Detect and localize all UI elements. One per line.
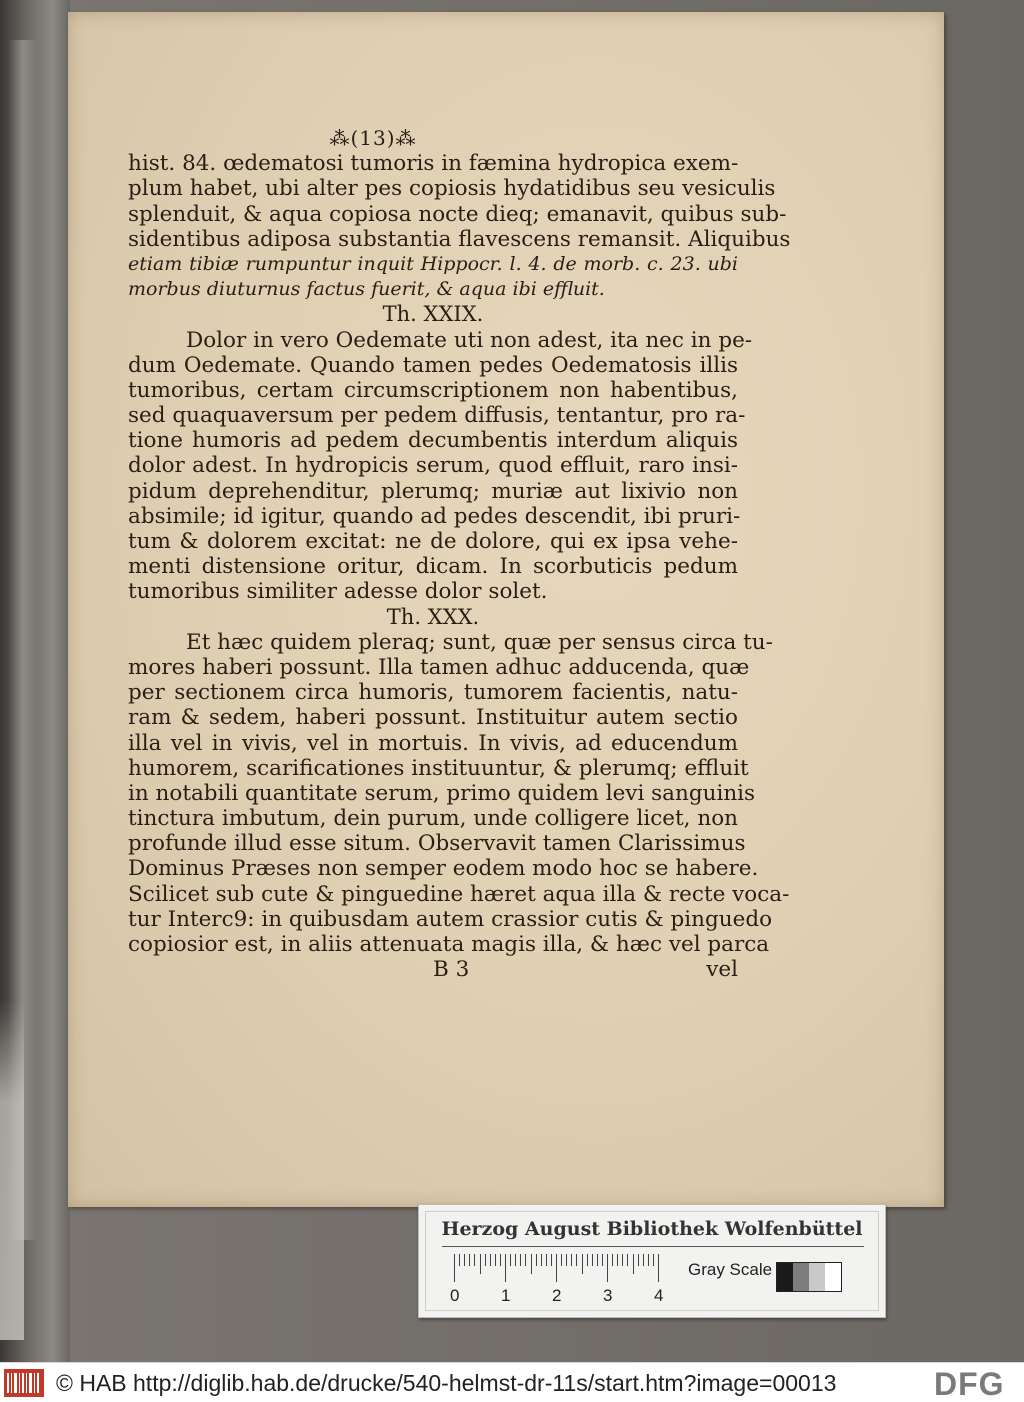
- ruler-tick: [485, 1254, 486, 1266]
- text-line: ram & sedem, haberi possunt. Instituitur autem sectio: [128, 705, 738, 731]
- ruler-tick: [627, 1254, 628, 1266]
- ruler-tick: [617, 1254, 618, 1266]
- text-line: profunde illud esse situm. Observavit tamen Clarissimus: [128, 831, 746, 857]
- signature-mark: B 3: [433, 957, 470, 983]
- catchword: vel: [706, 957, 738, 983]
- text-line: humorem, scarificationes instituuntur, & plerumq; effluit: [128, 755, 749, 781]
- text-line: in notabili quantitate serum, primo quidem levi sanguinis: [128, 780, 756, 806]
- color-calibration-card: [418, 1204, 886, 1318]
- ruler-tick: [536, 1254, 537, 1266]
- dfg-logo: DFG: [934, 1366, 1005, 1402]
- ruler-tick: [551, 1254, 552, 1266]
- text-line: sed quaquaversum per pedem diffusis, tentantur, pro ra-: [128, 403, 746, 429]
- text-line: tumoribus, certam circumscriptionem non habentibus,: [128, 377, 738, 403]
- ruler-tick: [638, 1254, 639, 1266]
- ruler-tick: [480, 1254, 481, 1274]
- ruler-tick: [576, 1254, 577, 1266]
- ruler-tick: [531, 1254, 532, 1274]
- ruler-tick: [566, 1254, 567, 1266]
- ruler-tick: [556, 1254, 557, 1282]
- ruler-tick: [525, 1254, 526, 1266]
- text-line: tinctura imbutum, dein purum, unde colligere licet, non: [128, 806, 738, 832]
- page-text: [128, 126, 791, 983]
- text-line: splenduit, & aqua copiosa nocte dieq; emanavit, quibus sub-: [128, 201, 787, 227]
- text-line: Dominus Præses non semper eodem modo hoc se habere.: [128, 856, 759, 882]
- text-line: etiam tibiæ rumpuntur inquit Hippocr. l. 4. de morb. c. 23. ubi: [128, 252, 738, 275]
- card-divider: [442, 1246, 864, 1247]
- ruler-tick: [582, 1254, 583, 1274]
- ruler-tick: [648, 1254, 649, 1266]
- ruler-number: 0: [450, 1286, 460, 1305]
- text-line: morbus diuturnus factus fuerit, & aqua ibi effluit.: [128, 278, 605, 301]
- ruler-tick: [643, 1254, 644, 1266]
- text-line: dum Oedemate. Quando tamen pedes Oedematosis illis: [128, 352, 738, 378]
- barcode-icon: [4, 1369, 44, 1397]
- ruler-tick: [454, 1254, 455, 1282]
- ruler-tick: [541, 1254, 542, 1266]
- ruler-tick: [490, 1254, 491, 1266]
- footer-bar: [0, 1362, 1024, 1402]
- ruler-tick: [520, 1254, 521, 1266]
- ruler-number: 2: [552, 1286, 562, 1305]
- ruler-tick: [515, 1254, 516, 1266]
- gray-scale-label: Gray Scale: [688, 1260, 773, 1279]
- text-line: absimile; id igitur, quando ad pedes descendit, ibi pruri-: [128, 503, 741, 529]
- ruler-tick: [561, 1254, 562, 1266]
- text-line: menti distensione oritur, dicam. In scorbuticis pedum: [128, 554, 738, 580]
- text-line: plum habet, ubi alter pes copiosis hydatidibus seu vesiculis: [128, 176, 776, 202]
- ruler-number: 1: [501, 1286, 511, 1305]
- ruler-tick: [587, 1254, 588, 1266]
- text-line: tumoribus similiter adesse dolor solet.: [128, 579, 548, 605]
- text-line: per sectionem circa humoris, tumorem facientis, natu-: [128, 680, 738, 706]
- ruler-tick: [505, 1254, 506, 1282]
- running-head: ⁂(13)⁂: [329, 126, 417, 150]
- text-line: mores haberi possunt. Illa tamen adhuc adducenda, quæ: [128, 654, 750, 680]
- ruler-tick: [495, 1254, 496, 1266]
- ruler-tick: [546, 1254, 547, 1266]
- ruler-tick: [633, 1254, 634, 1274]
- ruler-tick: [474, 1254, 475, 1266]
- ruler-tick: [510, 1254, 511, 1266]
- paragraph-block-c: [128, 629, 790, 958]
- card-frame: [425, 1211, 879, 1311]
- text-line: sidentibus adiposa substantia flavescens remansit. Aliquibus: [128, 226, 791, 252]
- page-footer-line: [128, 957, 738, 982]
- text-line: hist. 84. œdematosi tumoris in fæmina hydropica exem-: [128, 151, 739, 177]
- spine-pale-edge: [0, 1000, 24, 1340]
- ruler-tick: [459, 1254, 460, 1266]
- ruler-tick: [602, 1254, 603, 1266]
- paragraph-block-a: [128, 151, 791, 302]
- ruler-tick: [469, 1254, 470, 1266]
- gray-scale-swatch: [776, 1262, 842, 1292]
- gray-swatch-step: [777, 1263, 793, 1291]
- text-line: illa vel in vivis, vel in mortuis. In vivis, ad educendum: [128, 730, 738, 756]
- gray-swatch-step: [825, 1263, 841, 1291]
- ruler-tick: [653, 1254, 654, 1266]
- ruler-tick: [464, 1254, 465, 1266]
- ruler-tick: [612, 1254, 613, 1266]
- text-line: Dolor in vero Oedemate uti non adest, ita nec in pe-: [186, 327, 753, 353]
- ruler-tick: [592, 1254, 593, 1266]
- text-line: Et hæc quidem pleraq; sunt, quæ per sensus circa tu-: [186, 629, 773, 655]
- text-line: dolor adest. In hydropicis serum, quod effluit, raro insi-: [128, 453, 738, 479]
- text-line: tione humoris ad pedem decumbentis interdum aliquis: [128, 428, 738, 454]
- text-line: tur Interc9: in quibusdam autem crassior cutis & pinguedo: [128, 906, 773, 932]
- gray-swatch-step: [809, 1263, 825, 1291]
- text-line: copiosior est, in aliis attenuata magis illa, & hæc vel parca: [128, 932, 770, 958]
- text-line: pidum deprehenditur, plerumq; muriæ aut lixivio non: [128, 478, 738, 504]
- ruler-tick: [571, 1254, 572, 1266]
- ruler-tick: [622, 1254, 623, 1266]
- card-title: Herzog August Bibliothek Wolfenbüttel: [441, 1218, 863, 1240]
- footer-source-url[interactable]: © HAB http://diglib.hab.de/drucke/540-helmst-dr-11s/start.htm?image=00013: [56, 1370, 837, 1396]
- ruler-tick: [658, 1254, 659, 1282]
- section-heading-xxix: Th. XXIX.: [382, 302, 484, 327]
- gray-swatch-step: [793, 1263, 809, 1291]
- paragraph-block-b: [128, 327, 753, 605]
- ruler-tick: [500, 1254, 501, 1266]
- text-line: tum & dolorem excitat: ne de dolore, qui ex ipsa vehe-: [128, 529, 738, 555]
- ruler-tick: [597, 1254, 598, 1266]
- section-heading-xxx: Th. XXX.: [386, 604, 480, 629]
- text-line: Scilicet sub cute & pinguedine hæret aqua illa & recte voca-: [128, 881, 790, 907]
- ruler-number: 3: [603, 1286, 613, 1305]
- ruler-number: 4: [654, 1286, 664, 1305]
- ruler-tick: [607, 1254, 608, 1282]
- cm-ruler: [454, 1254, 674, 1282]
